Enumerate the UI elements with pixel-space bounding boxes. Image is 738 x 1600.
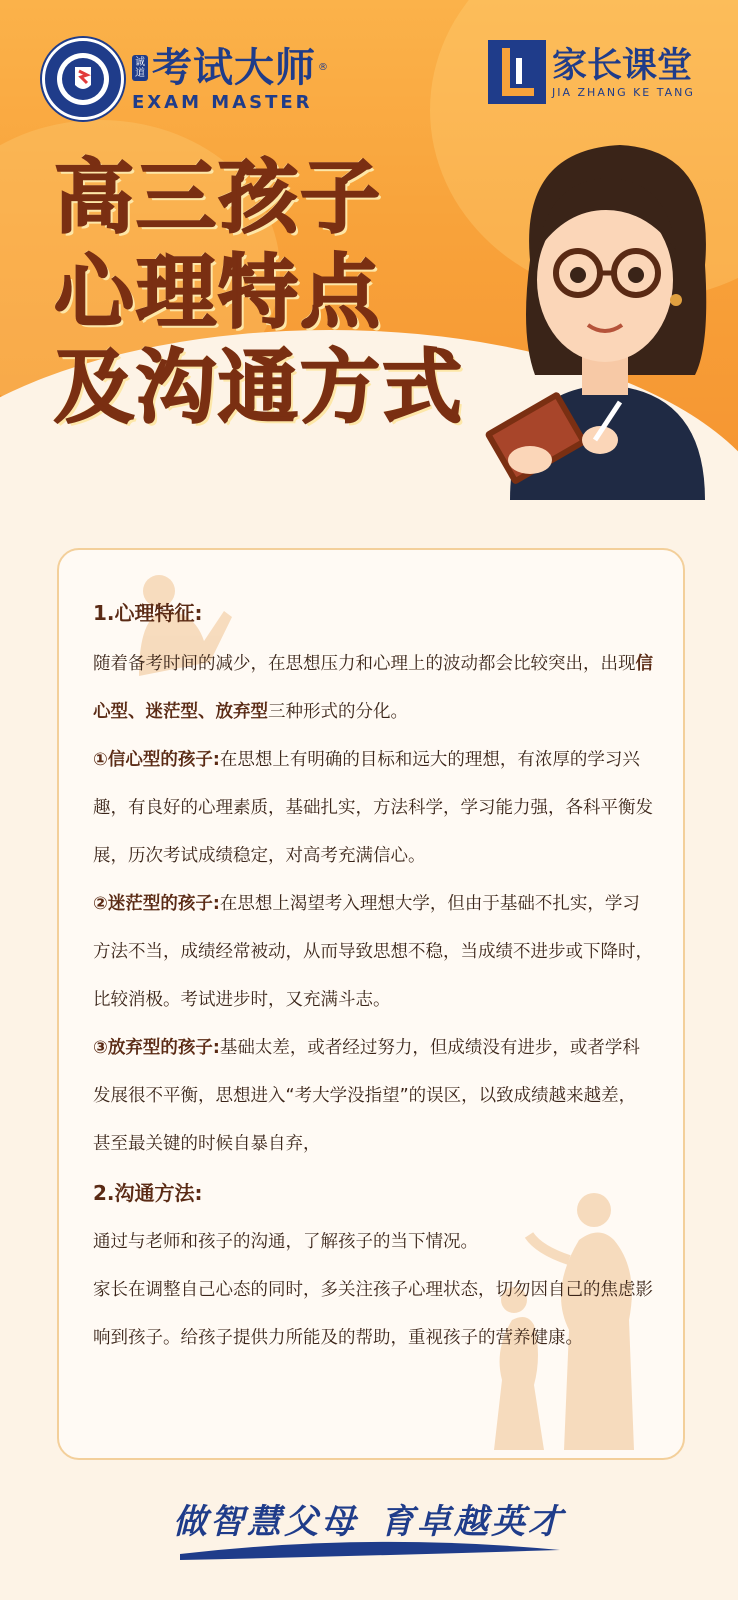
slogan-underline-icon [180, 1536, 560, 1566]
slogan-left: 做智慧父母 [173, 1502, 358, 1542]
type2-label: ②迷茫型的孩子: [93, 894, 220, 914]
method-paragraph: 家长在调整自己心态的同时，多关注孩子心理状态，切勿因自己的焦虑影响到孩子。给孩子提供力所能及的帮助，重视孩子的营养健康。 [93, 1280, 653, 1348]
type3-label: ③放弃型的孩子: [93, 1038, 220, 1058]
parent-class-logo [488, 40, 695, 104]
intro-paragraph: 随着备考时间的减少，在思想压力和心理上的波动都会比较突出，出现信心型、迷茫型、放弃型三种形式的分化。 [93, 654, 653, 722]
section-heading: 1.心理特征: [93, 601, 203, 625]
title-line: 心理特点 [54, 246, 382, 339]
brand-english: EXAM MASTER [132, 91, 313, 113]
slogan-right: 育卓越英才 [380, 1502, 565, 1542]
type1-label: ①信心型的孩子: [93, 750, 220, 770]
type1-paragraph: ①信心型的孩子:在思想上有明确的目标和远大的理想，有浓厚的学习兴趣，有良好的心理素质，基础扎实，方法科学，学习能力强，各科平衡发展，历次考试成绩稳定，对高考充满信心。 [93, 750, 653, 866]
section-heading: 2.沟通方法: [93, 1181, 203, 1205]
parent-class-english: JIA ZHANG KE TANG [552, 85, 695, 99]
exam-master-logo [42, 38, 328, 120]
type2-paragraph: ②迷茫型的孩子:在思想上渴望考入理想大学，但由于基础不扎实，学习方法不当，成绩经常被动，从而导致思想不稳，当成绩不进步或下降时，比较消极。考试进步时，又充满斗志。 [93, 894, 653, 1010]
method-paragraph: 通过与老师和孩子的沟通，了解孩子的当下情况。 [93, 1232, 478, 1252]
type3-paragraph: ③放弃型的孩子:基础太差，或者经过努力，但成绩没有进步，或者学科发展很不平衡，思想进入“考大学没指望”的误区，以致成绩越来越差，甚至最关键的时候自暴自弃， [93, 1038, 640, 1154]
registered-mark: ® [318, 62, 328, 73]
brand-tag: 诚道 [132, 55, 148, 81]
exam-master-seal-icon [42, 38, 124, 120]
brand-name: 考试大师 [152, 44, 316, 91]
teacher-illustration [470, 140, 738, 500]
parent-class-name: 家长课堂 [552, 45, 693, 86]
page-title [54, 150, 464, 435]
title-line: 高三孩子 [54, 151, 382, 244]
parent-class-mark-icon [488, 40, 546, 104]
content-card [57, 548, 685, 1460]
title-line: 及沟通方式 [54, 341, 464, 434]
